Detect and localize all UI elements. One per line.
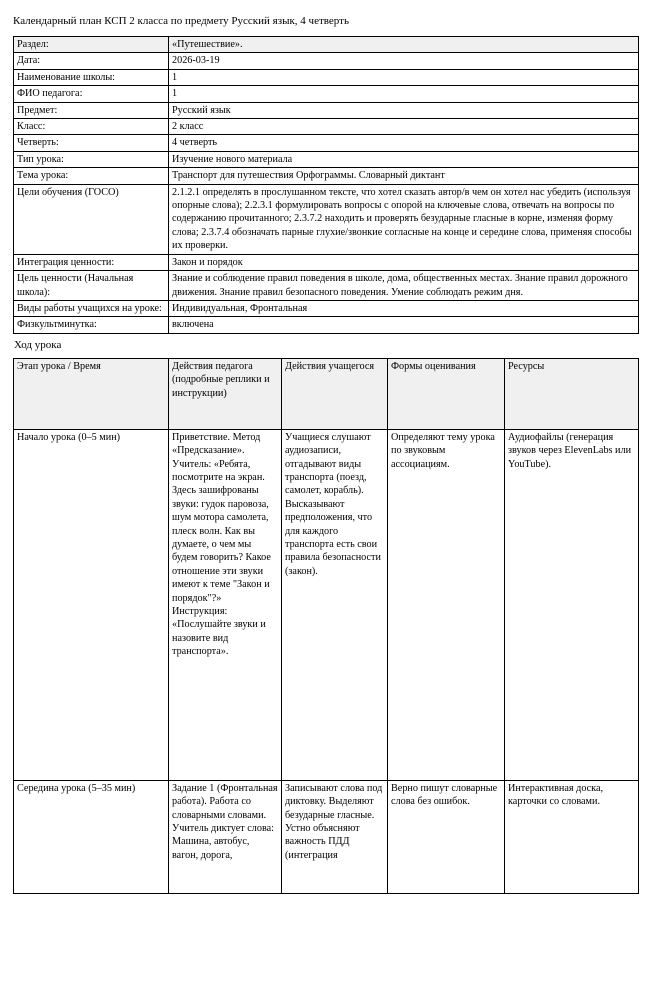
table-row [14, 135, 639, 151]
info-row-value: включена [169, 317, 639, 333]
info-row-label: Раздел: [14, 37, 169, 53]
info-row-label: Четверть: [14, 135, 169, 151]
info-row-value: 1 [169, 86, 639, 102]
info-row-value: Знание и соблюдение правил поведения в школе, дома, общественных местах. Знание правил дорожного движения. Знание правил безопасного поведения. Умение соблюдать режим дня. [169, 271, 639, 301]
info-row-label: Тип урока: [14, 151, 169, 167]
table-header-row [14, 358, 639, 429]
info-row-value: Транспорт для путешествия Орфограммы. Словарный диктант [169, 168, 639, 184]
info-row-value: «Путешествие». [169, 37, 639, 53]
lesson-info-table-body [14, 37, 639, 334]
table-row [14, 254, 639, 270]
info-row-value: 2026-03-19 [169, 53, 639, 69]
lesson-flow-table [13, 358, 639, 894]
table-row [14, 69, 639, 85]
info-row-label: Класс: [14, 119, 169, 135]
info-row-value: Русский язык [169, 102, 639, 118]
flow-cell-teacher-actions: Приветствие. Метод «Предсказание». Учитель: «Ребята, посмотрите на экран. Здесь зашифрованы звуки: гудок паровоза, шум мотора самолета, плеск волн. Как вы думаете, о чем мы будем говорить? Какое отношение эти звуки имеют к теме "Закон и порядок"?» Инструкция: «Послушайте звуки и назовите вид транспорта». [169, 429, 282, 780]
flow-cell-stage: Начало урока (0–5 мин) [14, 429, 169, 780]
column-header-stage: Этап урока / Время [14, 358, 169, 429]
info-row-value: 2 класс [169, 119, 639, 135]
lesson-flow-table-body [14, 429, 639, 893]
table-row [14, 317, 639, 333]
info-row-label: ФИО педагога: [14, 86, 169, 102]
table-row [14, 271, 639, 301]
table-row [14, 300, 639, 316]
info-row-label: Цели обучения (ГОСО) [14, 184, 169, 254]
table-row [14, 119, 639, 135]
flow-cell-stage: Середина урока (5–35 мин) [14, 780, 169, 893]
column-header-assessment: Формы оценивания [388, 358, 505, 429]
flow-cell-assessment-forms: Определяют тему урока по звуковым ассоциациям. [388, 429, 505, 780]
table-row [14, 53, 639, 69]
lesson-flow-heading: Ход урока [14, 338, 62, 351]
flow-cell-assessment-forms: Верно пишут словарные слова без ошибок. [388, 780, 505, 893]
flow-cell-teacher-actions: Задание 1 (Фронтальная работа). Работа со словарными словами. Учитель диктует слова: Машина, автобус, вагон, дорога, [169, 780, 282, 893]
table-row [14, 86, 639, 102]
table-row [14, 429, 639, 780]
page-title: Календарный план КСП 2 класса по предмету Русский язык, 4 четверть [13, 15, 349, 27]
table-row [14, 151, 639, 167]
info-row-value: Закон и порядок [169, 254, 639, 270]
flow-cell-resources: Интерактивная доска, карточки со словами. [505, 780, 639, 893]
column-header-resources: Ресурсы [505, 358, 639, 429]
info-row-label: Цель ценности (Начальная школа): [14, 271, 169, 301]
info-row-label: Виды работы учащихся на уроке: [14, 300, 169, 316]
info-row-value: 4 четверть [169, 135, 639, 151]
info-row-label: Физкультминутка: [14, 317, 169, 333]
table-row [14, 780, 639, 893]
table-row [14, 184, 639, 254]
info-row-label: Интеграция ценности: [14, 254, 169, 270]
info-row-value: Изучение нового материала [169, 151, 639, 167]
column-header-student: Действия учащегося [282, 358, 388, 429]
flow-cell-resources: Аудиофайлы (генерация звуков через ElevenLabs или YouTube). [505, 429, 639, 780]
column-header-teacher: Действия педагога (подробные реплики и инструкции) [169, 358, 282, 429]
table-row [14, 37, 639, 53]
flow-cell-student-actions: Учащиеся слушают аудиозаписи, отгадывают виды транспорта (поезд, самолет, корабль). Высказывают предположения, что для каждого транспорта есть свои правила безопасности (закон). [282, 429, 388, 780]
info-row-value: 2.1.2.1 определять в прослушанном тексте, что хотел сказать автор/в чем он хотел нас убедить (используя опорные слова); 2.2.3.1 формулировать вопросы с опорой на ключевые слова, отвечать на вопросы по содержанию прочитанного; 2.3.7.2 находить и проверять безударные гласные в корне, изменяя форму слова; 2.3.7.4 обозначать парные глухие/звонкие согласные на конце и середине слова, применяя способы их проверки. [169, 184, 639, 254]
lesson-info-table [13, 36, 639, 334]
info-row-value: Индивидуальная, Фронтальная [169, 300, 639, 316]
info-row-value: 1 [169, 69, 639, 85]
info-row-label: Предмет: [14, 102, 169, 118]
info-row-label: Наименование школы: [14, 69, 169, 85]
lesson-flow-table-head [14, 358, 639, 429]
table-row [14, 102, 639, 118]
table-row [14, 168, 639, 184]
info-row-label: Дата: [14, 53, 169, 69]
flow-cell-student-actions: Записывают слова под диктовку. Выделяют безударные гласные. Устно объясняют важность ПДД (интеграция [282, 780, 388, 893]
info-row-label: Тема урока: [14, 168, 169, 184]
